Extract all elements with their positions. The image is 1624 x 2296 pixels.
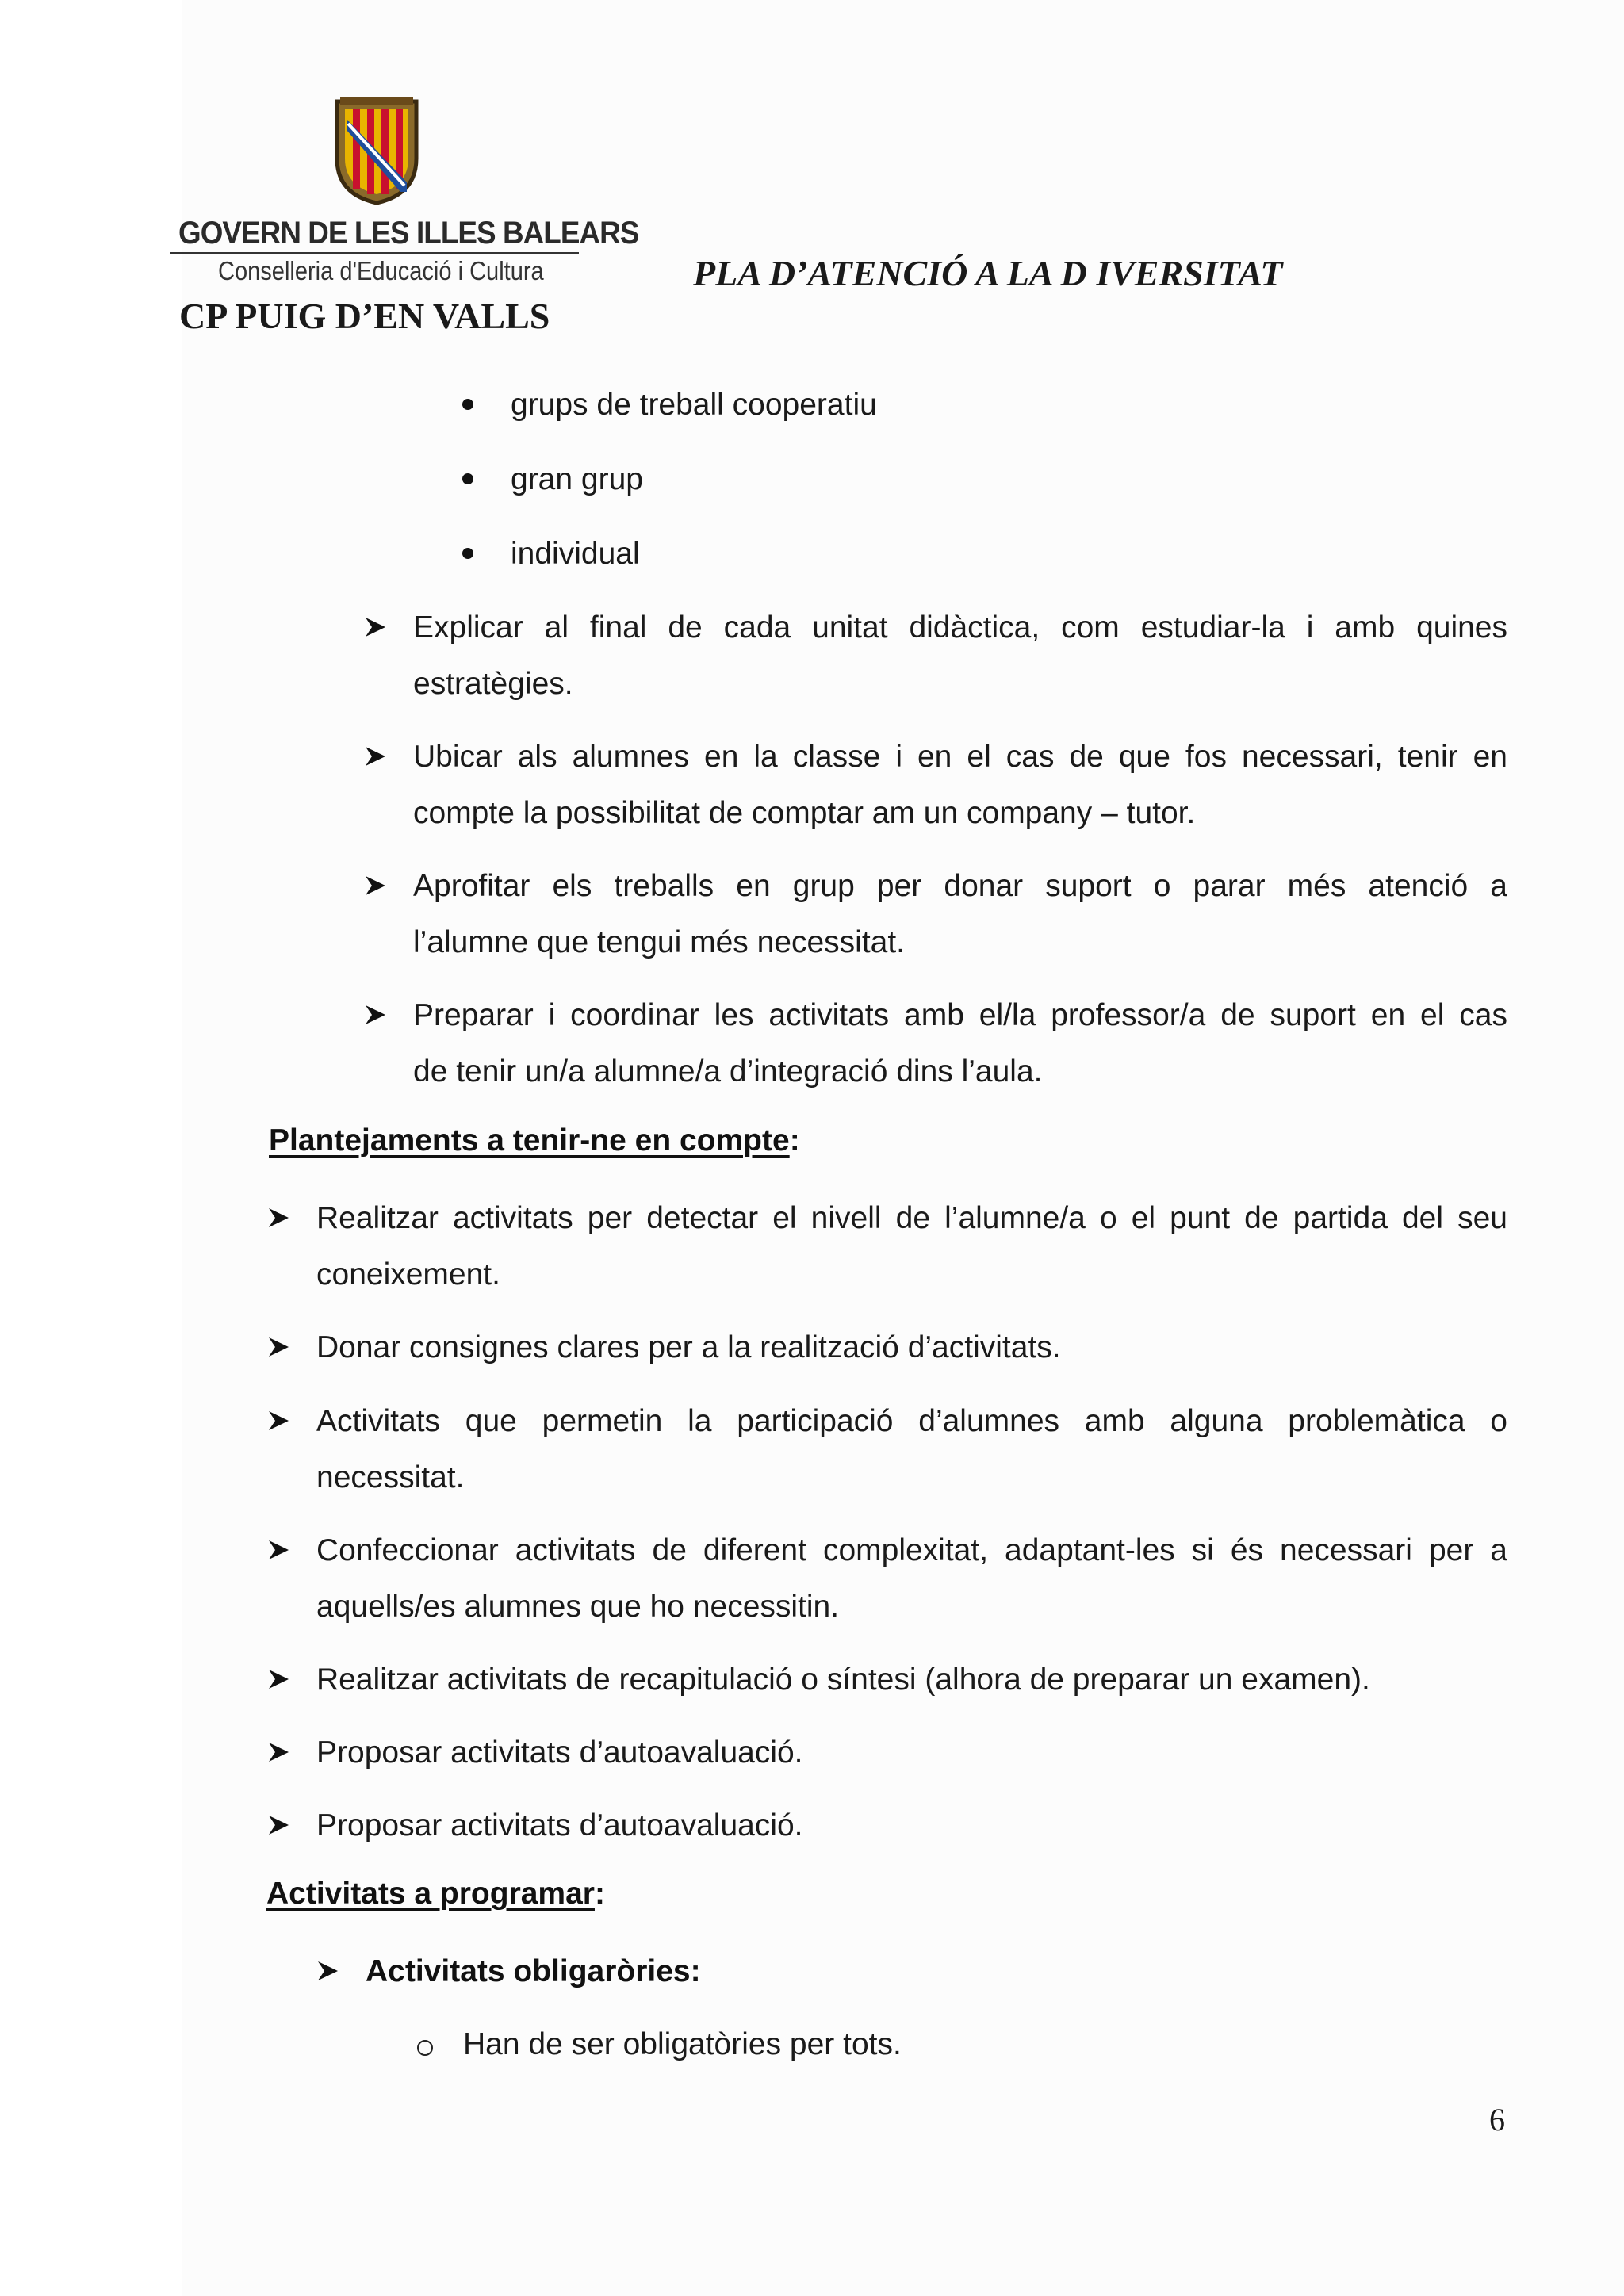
subheading: Activitats obligaròries: [366, 1954, 701, 1988]
bullet-icon [462, 548, 473, 559]
section-heading [266, 1877, 605, 1911]
list-item-line: Aprofitar els treballs en grup per donar suport o parar més atenció a [413, 869, 1507, 903]
heading-colon: : [594, 1877, 605, 1911]
arrow-bullet-icon [316, 1959, 340, 1983]
list-item-line: Confeccionar activitats de diferent complexitat, adaptant-les si és necessari per a [316, 1533, 1507, 1567]
list-item: individual [511, 537, 640, 571]
page-number: 6 [1489, 2102, 1505, 2137]
document-title: PLA D’ATENCIÓ A LA D IVERSITAT [693, 253, 1283, 293]
section-heading-text: Activitats a programar [266, 1877, 595, 1911]
list-item-line: Activitats que permetin la participació d’alumnes amb alguna problemàtica o [316, 1404, 1507, 1438]
list-item-line: necessitat. [316, 1460, 465, 1494]
arrow-bullet-icon [267, 1335, 291, 1359]
list-item-line: Donar consignes clares per a la realització d’activitats. [316, 1330, 1061, 1364]
logo-text: GOVERN DE LES ILLES BALEARS [178, 216, 639, 251]
bullet-icon [462, 473, 473, 484]
logo-subtext: Conselleria d'Educació i Cultura [218, 256, 544, 285]
list-item-line: Ubicar als alumnes en la classe i en el cas de que fos necessari, tenir en [413, 740, 1507, 774]
coat-of-arms-icon [329, 95, 424, 206]
section-heading-text: Plantejaments a tenir-ne en compte [269, 1123, 790, 1158]
bullet-icon [462, 399, 473, 410]
arrow-bullet-icon [267, 1206, 291, 1230]
list-item-line: compte la possibilitat de comptar am un company – tutor. [413, 796, 1196, 830]
arrow-bullet-icon [267, 1667, 291, 1691]
arrow-bullet-icon [267, 1740, 291, 1764]
list-item-line: coneixement. [316, 1257, 500, 1292]
heading-colon: : [789, 1123, 800, 1158]
circle-bullet-icon [417, 2040, 433, 2056]
arrow-bullet-icon [364, 1003, 388, 1027]
list-item: gran grup [511, 462, 643, 496]
list-item-line: estratègies. [413, 667, 573, 701]
list-item-line: aquells/es alumnes que ho necessitin. [316, 1590, 840, 1624]
list-item-line: Explicar al final de cada unitat didàctica, com estudiar-la i amb quines [413, 610, 1507, 645]
arrow-bullet-icon [267, 1538, 291, 1562]
list-item: Han de ser obligatòries per tots. [463, 2027, 902, 2061]
list-item-line: Proposar activitats d’autoavaluació. [316, 1808, 803, 1843]
list-item-line: Proposar activitats d’autoavaluació. [316, 1735, 803, 1770]
list-item-line: l’alumne que tengui més necessitat. [413, 925, 906, 959]
school-name: CP PUIG D’EN VALLS [179, 296, 550, 336]
logo-divider [170, 252, 579, 254]
list-item-line: de tenir un/a alumne/a d’integració dins l’aula. [413, 1054, 1043, 1089]
arrow-bullet-icon [364, 744, 388, 768]
arrow-bullet-icon [267, 1813, 291, 1837]
list-item: grups de treball cooperatiu [511, 388, 877, 422]
list-item-line: Realitzar activitats de recapitulació o síntesi (alhora de preparar un examen). [316, 1663, 1370, 1697]
arrow-bullet-icon [364, 874, 388, 897]
arrow-bullet-icon [267, 1409, 291, 1433]
list-item-line: Realitzar activitats per detectar el nivell de l’alumne/a o el punt de partida del seu [316, 1201, 1507, 1235]
list-item-line: Preparar i coordinar les activitats amb el/la professor/a de suport en el cas [413, 998, 1507, 1032]
arrow-bullet-icon [364, 615, 388, 639]
section-heading [269, 1123, 800, 1158]
